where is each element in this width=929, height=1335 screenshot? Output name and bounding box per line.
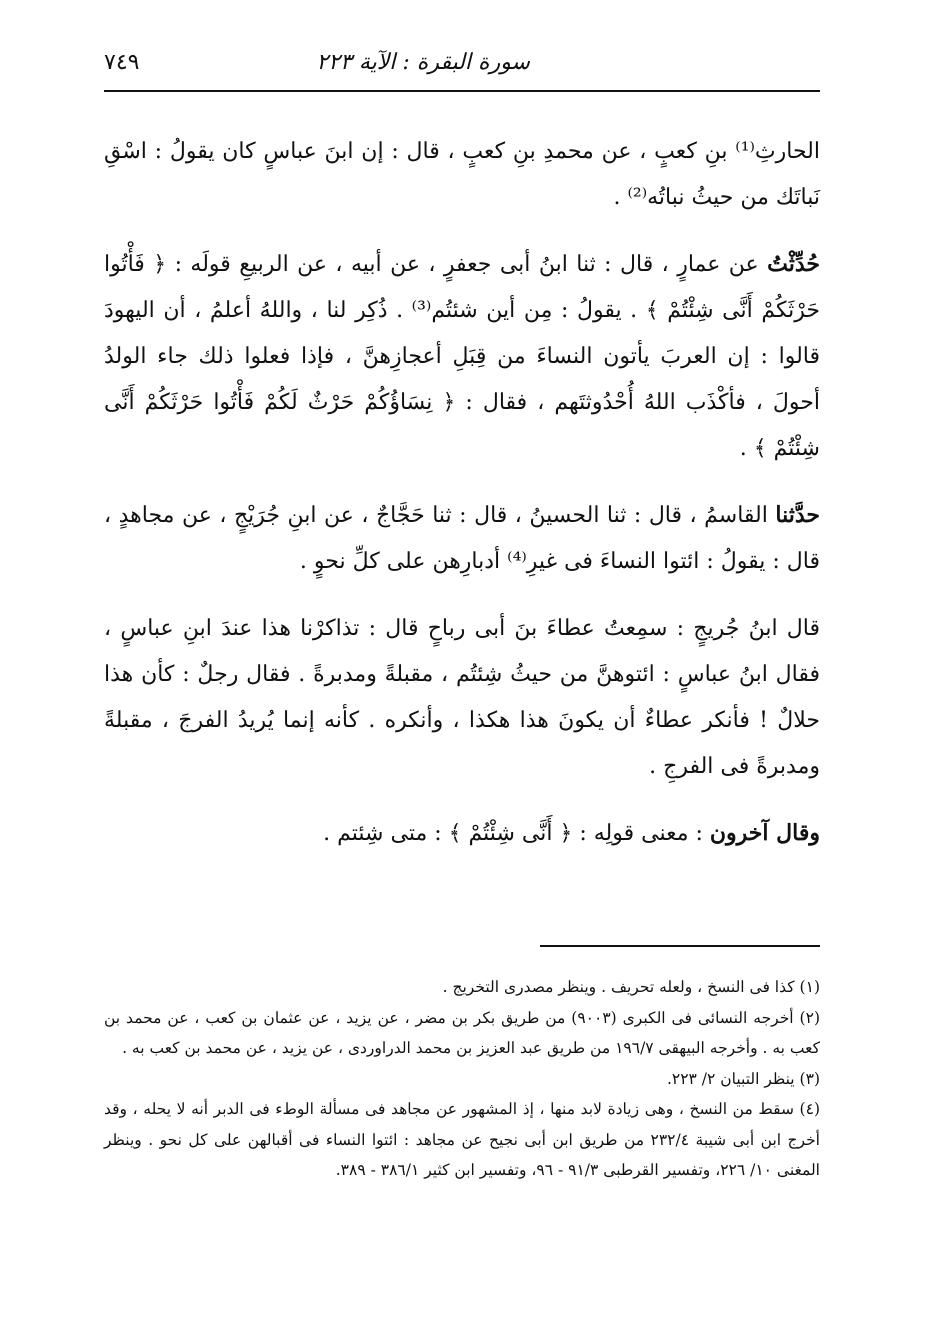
paragraph-lead: حدَّثنا [775, 502, 820, 528]
footnote: (٤) سقط من النسخ ، وهى زيادة لابد منها ، إذ المشهور عن مجاهد فى مسألة الوطء فى الدبر أنه لا يحله ، وقد أخرج ابن أبى شيبة ٢٣٢/٤ من طريق ابن أبى نجيح عن مجاهد : ائتوا النساء فى أقبالهن على كل نحو . وينظر المغنى ١٠/ ٢٢٦، وتفسير القرطبى ٩١/٣ - ٩٦، وتفسير ابن كثير ٣٨٦/١ - ٣٨٩. [104, 1100, 820, 1179]
surah-title: سورة البقرة : الآية ٢٢٣ [316, 50, 530, 75]
footnote: (١) كذا فى النسخ ، ولعله تحريف . وينظر مصدرى التخريج . [442, 978, 820, 996]
paragraph [104, 492, 820, 585]
main-text [104, 128, 820, 877]
paragraph [104, 241, 820, 472]
page-number: ٧٤٩ [104, 50, 140, 75]
paragraph [104, 810, 820, 857]
paragraph-text: : معنى قولِه : ﴿ أَنَّى شِئْتُمْ ﴾ : متى شِئتم . [323, 821, 710, 846]
paragraph [104, 605, 820, 790]
running-header [104, 42, 820, 92]
paragraph-text: القاسمُ ، قال : ثنا الحسينُ ، قال : ثنا حَجَّاجٌ ، عن ابنِ جُرَيْجٍ ، عن مجاهدٍ ، قال : يقولُ : ائتوا النساءَ فى غيرِ⁽⁴⁾ أدبارِهن على كلِّ نحوٍ . [104, 503, 820, 574]
paragraph-lead: حُدِّثْتُ [767, 251, 820, 277]
footnotes [104, 972, 820, 1186]
footnote: (٣) ينظر التبيان ٢/ ٢٢٣. [666, 1069, 820, 1088]
paragraph-text: عن عمارٍ ، قال : ثنا ابنُ أبى جعفرٍ ، عن أبيه ، عن الربيعِ قولَه : ﴿ فَأْتُوا حَرْثَكُمْ أَنَّى شِئْتُمْ ﴾ . يقولُ : مِن أين شئتُم⁽³⁾ . ذُكِر لنا ، واللهُ أعلمُ ، أن اليهودَ قالوا : إن العربَ يأتون النساءَ من قِبَلِ أعجازِهنَّ ، فإذا فعلوا ذلك جاء الولدُ أحولَ ، فأكْذَب اللهُ أُحْدُوثتَهم ، فقال : ﴿ نِسَاؤُكُمْ حَرْثٌ لَكُمْ فَأْتُوا حَرْثَكُمْ أَنَّى شِئْتُمْ ﴾ . [104, 252, 820, 461]
paragraph-text: قال ابنُ جُريجٍ : سمِعتُ عطاءَ بنَ أبى رباحٍ قال : تذاكرْنا هذا عندَ ابنِ عباسٍ ، فقال ابنُ عباسٍ : ائتوهنَّ من حيثُ شِئتُم ، مقبلةً ومدبرةً . فقال رجلٌ : كأن هذا حلالٌ ! فأنكر عطاءٌ أن يكونَ هذا هكذا ، وأنكره . كأنه إنما يُريدُ الفرجَ ، مقبلةً ومدبرةً فى الفرجِ . [104, 616, 820, 779]
paragraph-text: الحارثِ⁽¹⁾ بنِ كعبٍ ، عن محمدِ بنِ كعبٍ ، قال : إن ابنَ عباسٍ كان يقولُ : اسْقِ نَباتَك من حيثُ نباتُه⁽²⁾ . [104, 139, 820, 210]
footnote: (٢) أخرجه النسائى فى الكبرى (٩٠٠٣) من طريق بكر بن مضر ، عن يزيد ، عن عثمان بن كعب ، عن محمد بن كعب به . وأخرجه البيهقى ١٩٦/٧ من طريق عبد العزيز بن محمد الدراوردى ، عن يزيد ، عن محمد بن كعب به . [104, 1008, 820, 1057]
paragraph-lead: وقال آخرون [709, 820, 820, 846]
paragraph [104, 128, 820, 221]
footnote-divider [540, 945, 820, 947]
